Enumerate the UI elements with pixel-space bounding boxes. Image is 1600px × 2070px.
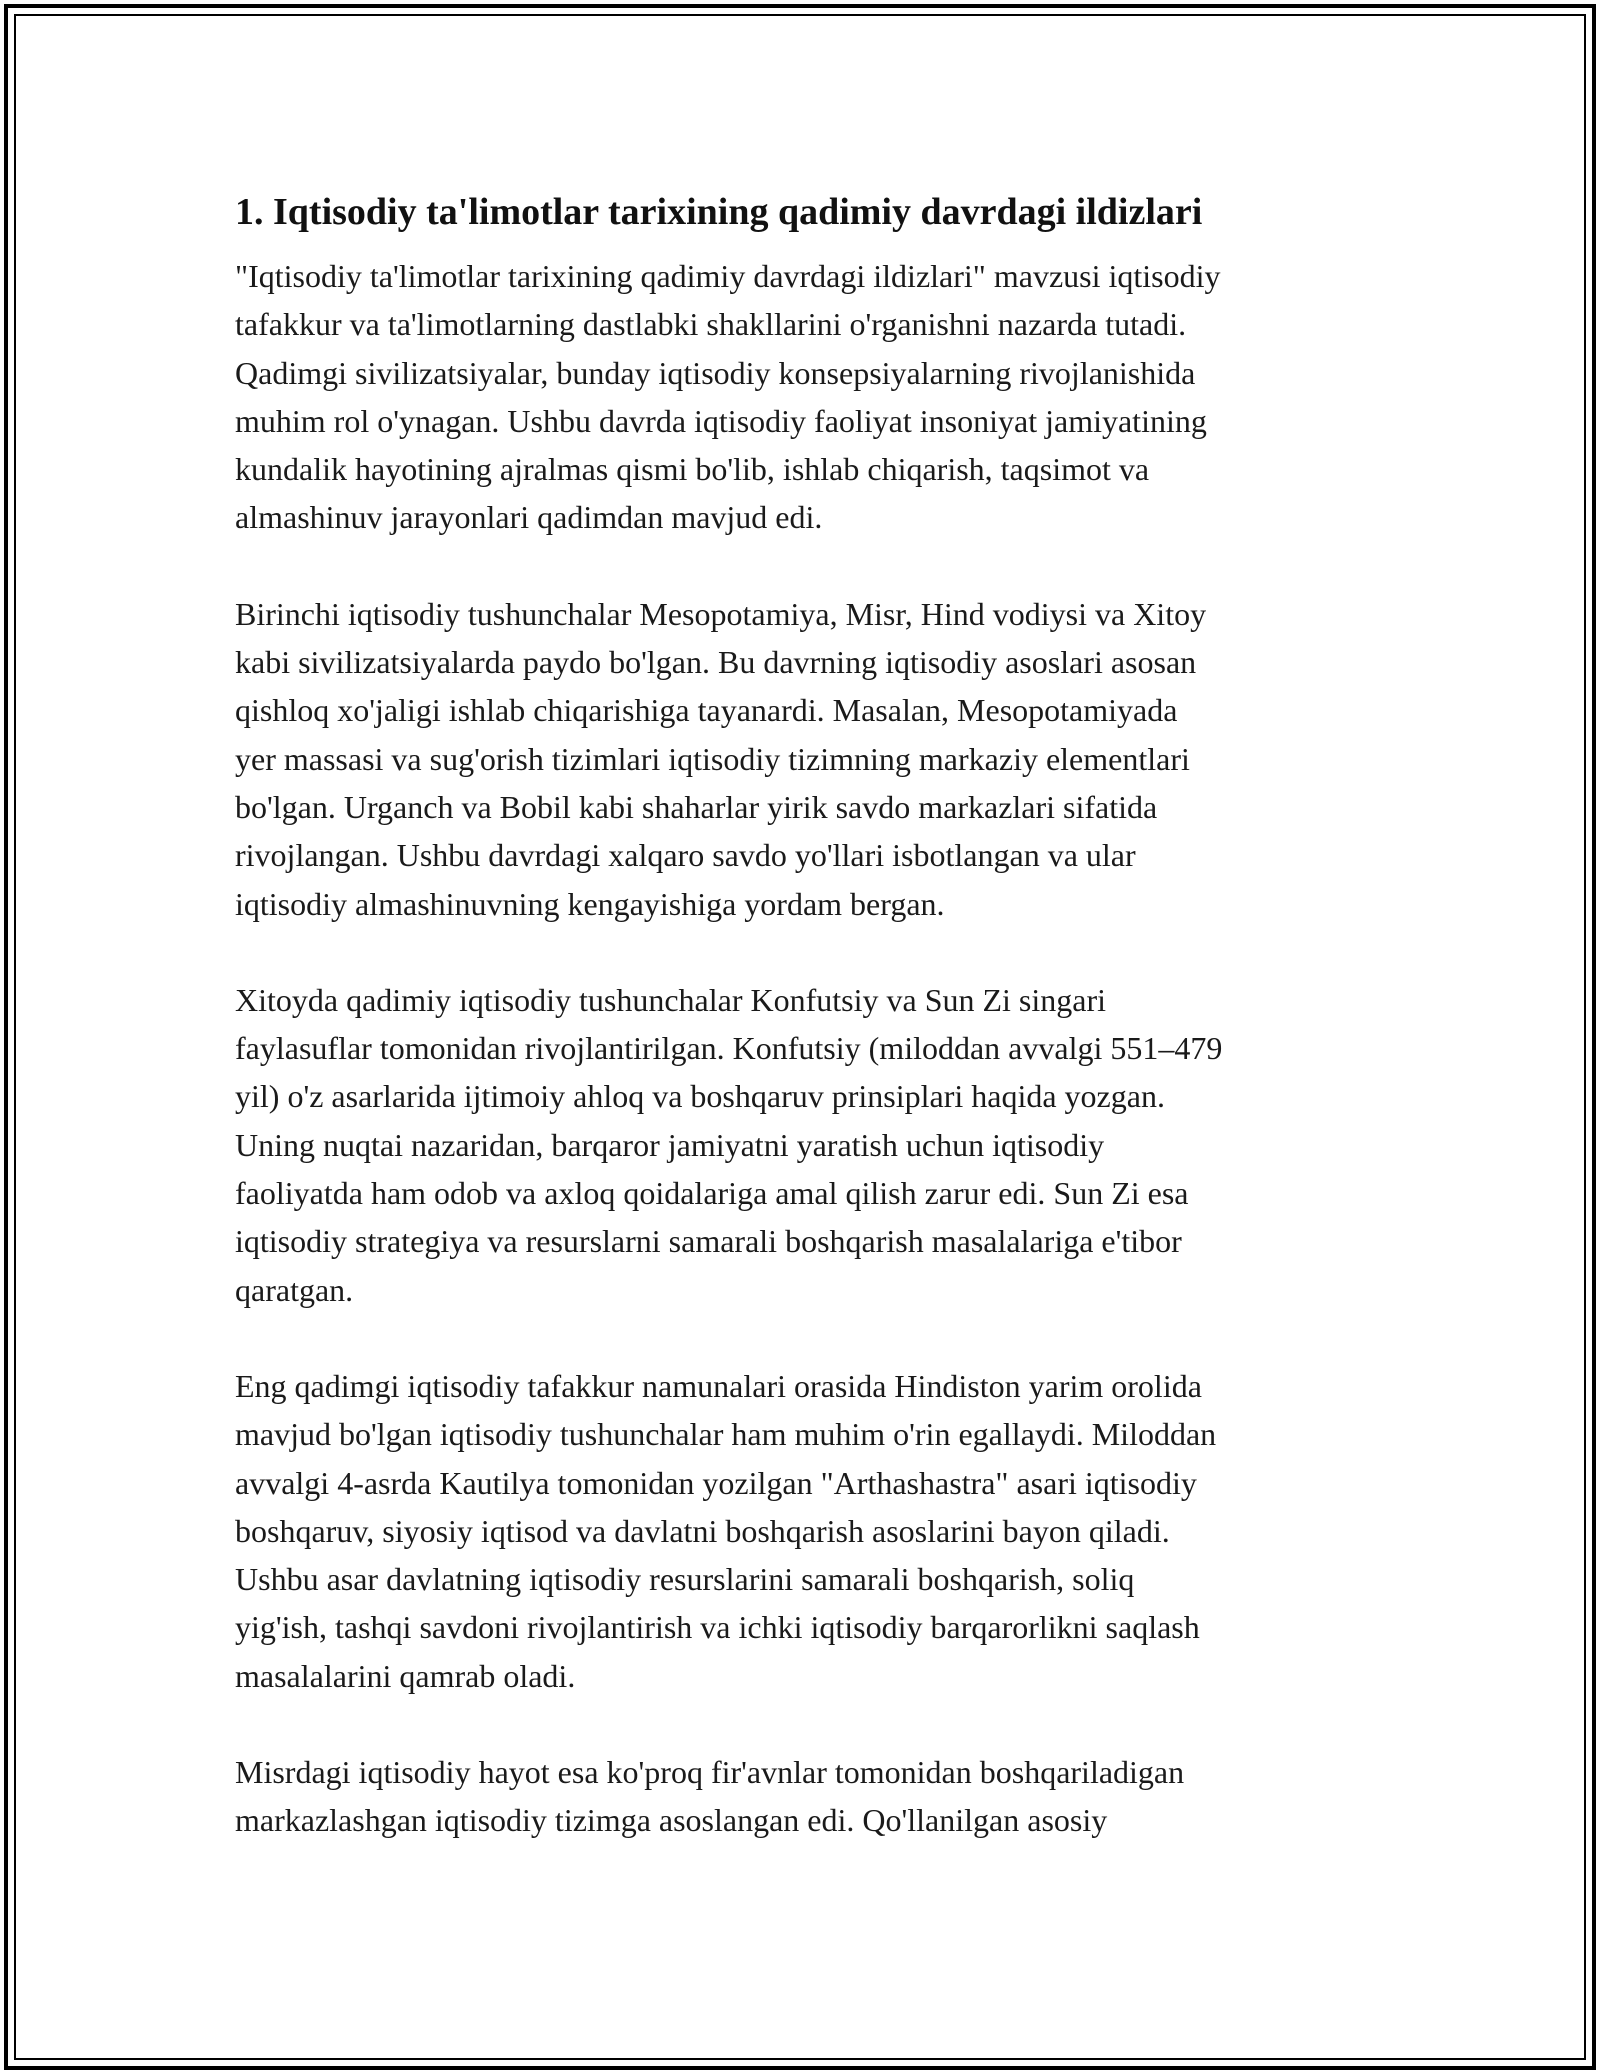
text-line: bo'lgan. Urganch va Bobil kabi shaharlar yirik savdo markazlari sifatida xyxy=(235,788,1158,825)
text-line: tafakkur va ta'limotlarning dastlabki shakllarini o'rganishni nazarda tutadi. xyxy=(235,306,1187,343)
text-line: faoliyatda ham odob va axloq qoidalariga amal qilish zarur edi. Sun Zi esa xyxy=(235,1175,1189,1212)
text-line: rivojlangan. Ushbu davrdagi xalqaro savdo yo'llari isbotlangan va ular xyxy=(235,837,1136,874)
text-line: Eng qadimgi iqtisodiy tafakkur namunalari orasida Hindiston yarim orolida xyxy=(235,1367,1202,1404)
text-line: yil) o'z asarlarida ijtimoiy ahloq va boshqaruv prinsiplari haqida yozgan. xyxy=(235,1078,1165,1115)
text-line: Birinchi iqtisodiy tushunchalar Mesopotamiya, Misr, Hind vodiysi va Xitoy xyxy=(235,595,1207,632)
text-line: markazlashgan iqtisodiy tizimga asoslangan edi. Qo'llanilgan asosiy xyxy=(235,1802,1108,1839)
section-heading: 1. Iqtisodiy ta'limotlar tarixining qadimiy davrdagi ildizlari xyxy=(235,191,1203,233)
text-line: muhim rol o'ynagan. Ushbu davrda iqtisodiy faoliyat insoniyat jamiyatining xyxy=(235,402,1207,439)
text-line: faylasuflar tomonidan rivojlantirilgan. Konfutsiy (miloddan avvalgi 551–479 xyxy=(235,1030,1223,1067)
paragraph-5 xyxy=(235,1748,1375,1845)
text-line: Ushbu asar davlatning iqtisodiy resurslarini samarali boshqarish, soliq xyxy=(235,1561,1135,1598)
text-line: iqtisodiy almashinuvning kengayishiga yordam bergan. xyxy=(235,885,945,922)
paragraph-4 xyxy=(235,1362,1375,1700)
text-line: kundalik hayotining ajralmas qismi bo'lib, ishlab chiqarish, taqsimot va xyxy=(235,451,1150,488)
paragraph-2 xyxy=(235,590,1375,928)
text-line: boshqaruv, siyosiy iqtisod va davlatni boshqarish asoslarini bayon qiladi. xyxy=(235,1512,1170,1549)
paragraph-3 xyxy=(235,976,1375,1314)
text-line: almashinuv jarayonlari qadimdan mavjud edi. xyxy=(235,499,823,536)
text-line: iqtisodiy strategiya va resurslarni samarali boshqarish masalalariga e'tibor xyxy=(235,1223,1182,1260)
document-body xyxy=(235,186,1375,1893)
text-line: Uning nuqtai nazaridan, barqaror jamiyatni yaratish uchun iqtisodiy xyxy=(235,1126,1105,1163)
text-line: avvalgi 4-asrda Kautilya tomonidan yozilgan "Arthashastra" asari iqtisodiy xyxy=(235,1464,1197,1501)
text-line: yig'ish, tashqi savdoni rivojlantirish va ichki iqtisodiy barqarorlikni saqlash xyxy=(235,1609,1200,1646)
text-line: mavjud bo'lgan iqtisodiy tushunchalar ham muhim o'rin egallaydi. Miloddan xyxy=(235,1416,1217,1453)
text-line: Xitoyda qadimiy iqtisodiy tushunchalar Konfutsiy va Sun Zi singari xyxy=(235,981,1107,1018)
text-line: yer massasi va sug'orish tizimlari iqtisodiy tizimning markaziy elementlari xyxy=(235,740,1190,777)
text-line: "Iqtisodiy ta'limotlar tarixining qadimiy davrdagi ildizlari" mavzusi iqtisodiy xyxy=(235,258,1221,294)
text-line: qaratgan. xyxy=(235,1271,354,1308)
text-line: Qadimgi sivilizatsiyalar, bunday iqtisodiy konsepsiyalarning rivojlanishida xyxy=(235,354,1196,391)
text-line: qishloq xo'jaligi ishlab chiqarishiga tayanardi. Masalan, Mesopotamiyada xyxy=(235,692,1178,729)
paragraph-1 xyxy=(235,252,1375,542)
text-line: Misrdagi iqtisodiy hayot esa ko'proq fir'avnlar tomonidan boshqariladigan xyxy=(235,1754,1185,1791)
text-line: kabi sivilizatsiyalarda paydo bo'lgan. Bu davrning iqtisodiy asoslari asosan xyxy=(235,644,1197,681)
text-line: masalalarini qamrab oladi. xyxy=(235,1657,576,1694)
